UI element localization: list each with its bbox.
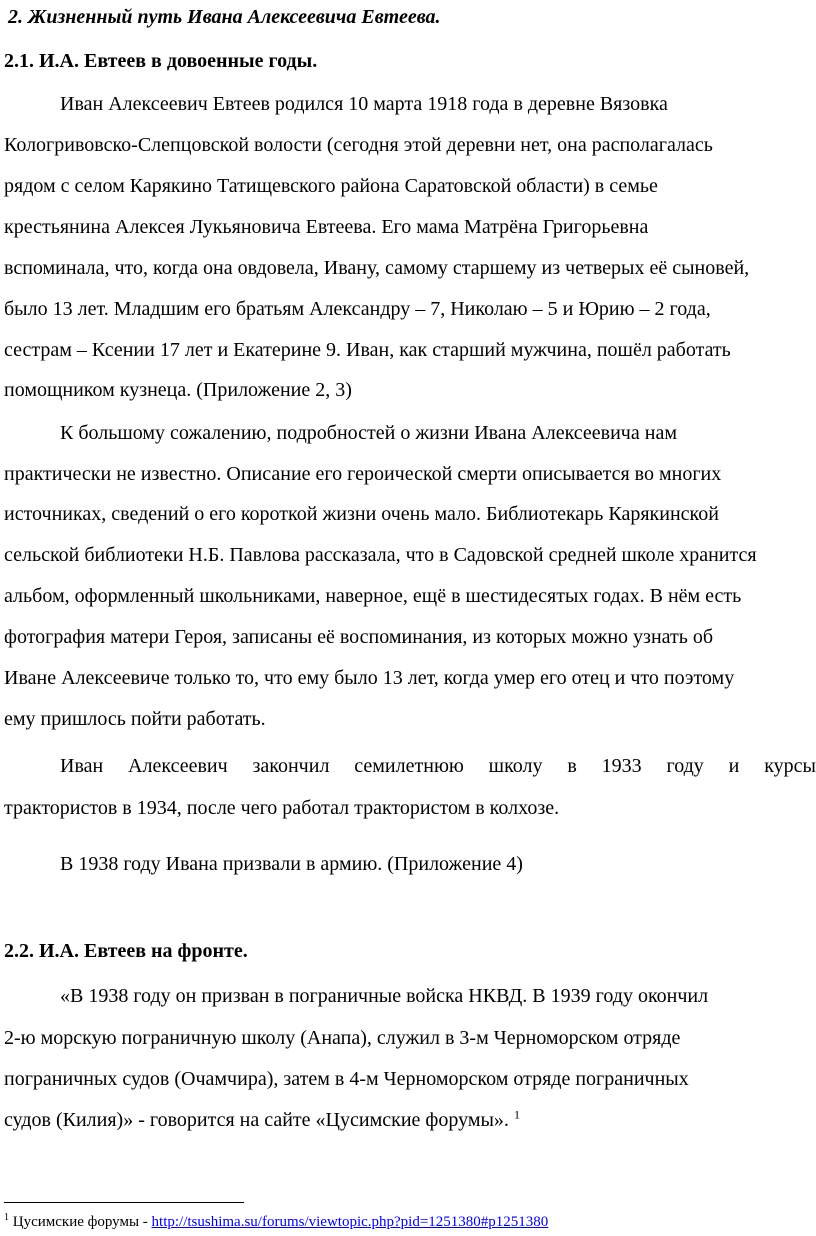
paragraph-line — [4, 1107, 520, 1133]
paragraph-line: ему пришлось пойти работать. — [4, 708, 266, 730]
word: семилетнюю — [354, 755, 464, 777]
paragraph-line: крестьянина Алексея Лукьяновича Евтеева. Его мама Матрёна Григорьевна — [4, 216, 649, 238]
paragraph-line: источниках, сведений о его короткой жизни очень мало. Библиотекарь Карякинской — [4, 503, 719, 525]
paragraph-line: было 13 лет. Младшим его братьям Александру – 7, Николаю – 5 и Юрию – 2 года, — [4, 298, 711, 320]
paragraph-line: Кологривовско-Слепцовской волости (сегодня этой деревни нет, она располагалась — [4, 134, 713, 156]
footnote — [4, 1212, 548, 1232]
paragraph-line: К большому сожалению, подробностей о жизни Ивана Алексеевича нам — [60, 422, 677, 444]
paragraph-line: альбом, оформленный школьниками, наверное, ещё в шестидесятых годах. В нём есть — [4, 585, 742, 607]
word: в — [567, 755, 577, 777]
footnote-reference[interactable]: 1 — [513, 1107, 520, 1122]
word: Алексеевич — [128, 755, 228, 777]
paragraph-line: В 1938 году Ивана призвали в армию. (Приложение 4) — [60, 853, 523, 875]
subsection-title-1: 2.1. И.А. Евтеев в довоенные годы. — [4, 50, 318, 72]
word: закончил — [252, 755, 330, 777]
justified-paragraph-line — [60, 753, 816, 779]
paragraph-line: «В 1938 году он призван в пограничные войска НКВД. В 1939 году окончил — [60, 985, 709, 1007]
word: Иван — [60, 755, 104, 777]
footnote-number: 1 — [4, 1212, 9, 1223]
word: школу — [488, 755, 543, 777]
paragraph-line: трактористов в 1934, после чего работал трактористом в колхозе. — [4, 797, 560, 819]
paragraph-line: фотография матери Героя, записаны её воспоминания, из которых можно узнать об — [4, 626, 714, 648]
word: 1933 — [601, 755, 642, 777]
paragraph-line: 2-ю морскую пограничную школу (Анапа), служил в 3-м Черноморском отряде — [4, 1027, 681, 1049]
subsection-title-2: 2.2. И.А. Евтеев на фронте. — [4, 940, 248, 962]
paragraph-line: Иван Алексеевич Евтеев родился 10 марта 1918 года в деревне Вязовка — [60, 93, 668, 115]
word: году — [666, 755, 704, 777]
footnote-separator — [4, 1202, 244, 1203]
word: курсы — [764, 755, 816, 777]
paragraph-line: вспоминала, что, когда она овдовела, Ивану, самому старшему из четверых её сыновей, — [4, 257, 750, 279]
paragraph-line: Иване Алексеевиче только то, что ему было 13 лет, когда умер его отец и что поэтому — [4, 667, 735, 689]
footnote-text: Цусимские форумы - — [9, 1214, 152, 1230]
footnote-link[interactable]: http://tsushima.su/forums/viewtopic.php?pid=1251380#p1251380 — [151, 1214, 549, 1230]
paragraph-line: рядом с селом Карякино Татищевского района Саратовской области) в семье — [4, 175, 658, 197]
paragraph-line: помощником кузнеца. (Приложение 2, 3) — [4, 379, 352, 401]
paragraph-text: судов (Килия)» - говорится на сайте «Цусимские форумы». — [4, 1109, 509, 1131]
paragraph-line: сестрам – Ксении 17 лет и Екатерине 9. Иван, как старший мужчина, пошёл работать — [4, 339, 731, 361]
word: и — [728, 755, 740, 777]
section-title: 2. Жизненный путь Ивана Алексеевича Евтеева. — [8, 6, 441, 28]
paragraph-line: сельской библиотеки Н.Б. Павлова рассказала, что в Садовской средней школе хранится — [4, 544, 757, 566]
paragraph-line: пограничных судов (Очамчира), затем в 4-м Черноморском отряде пограничных — [4, 1068, 689, 1090]
paragraph-line: практически не известно. Описание его героической смерти описывается во многих — [4, 463, 722, 485]
